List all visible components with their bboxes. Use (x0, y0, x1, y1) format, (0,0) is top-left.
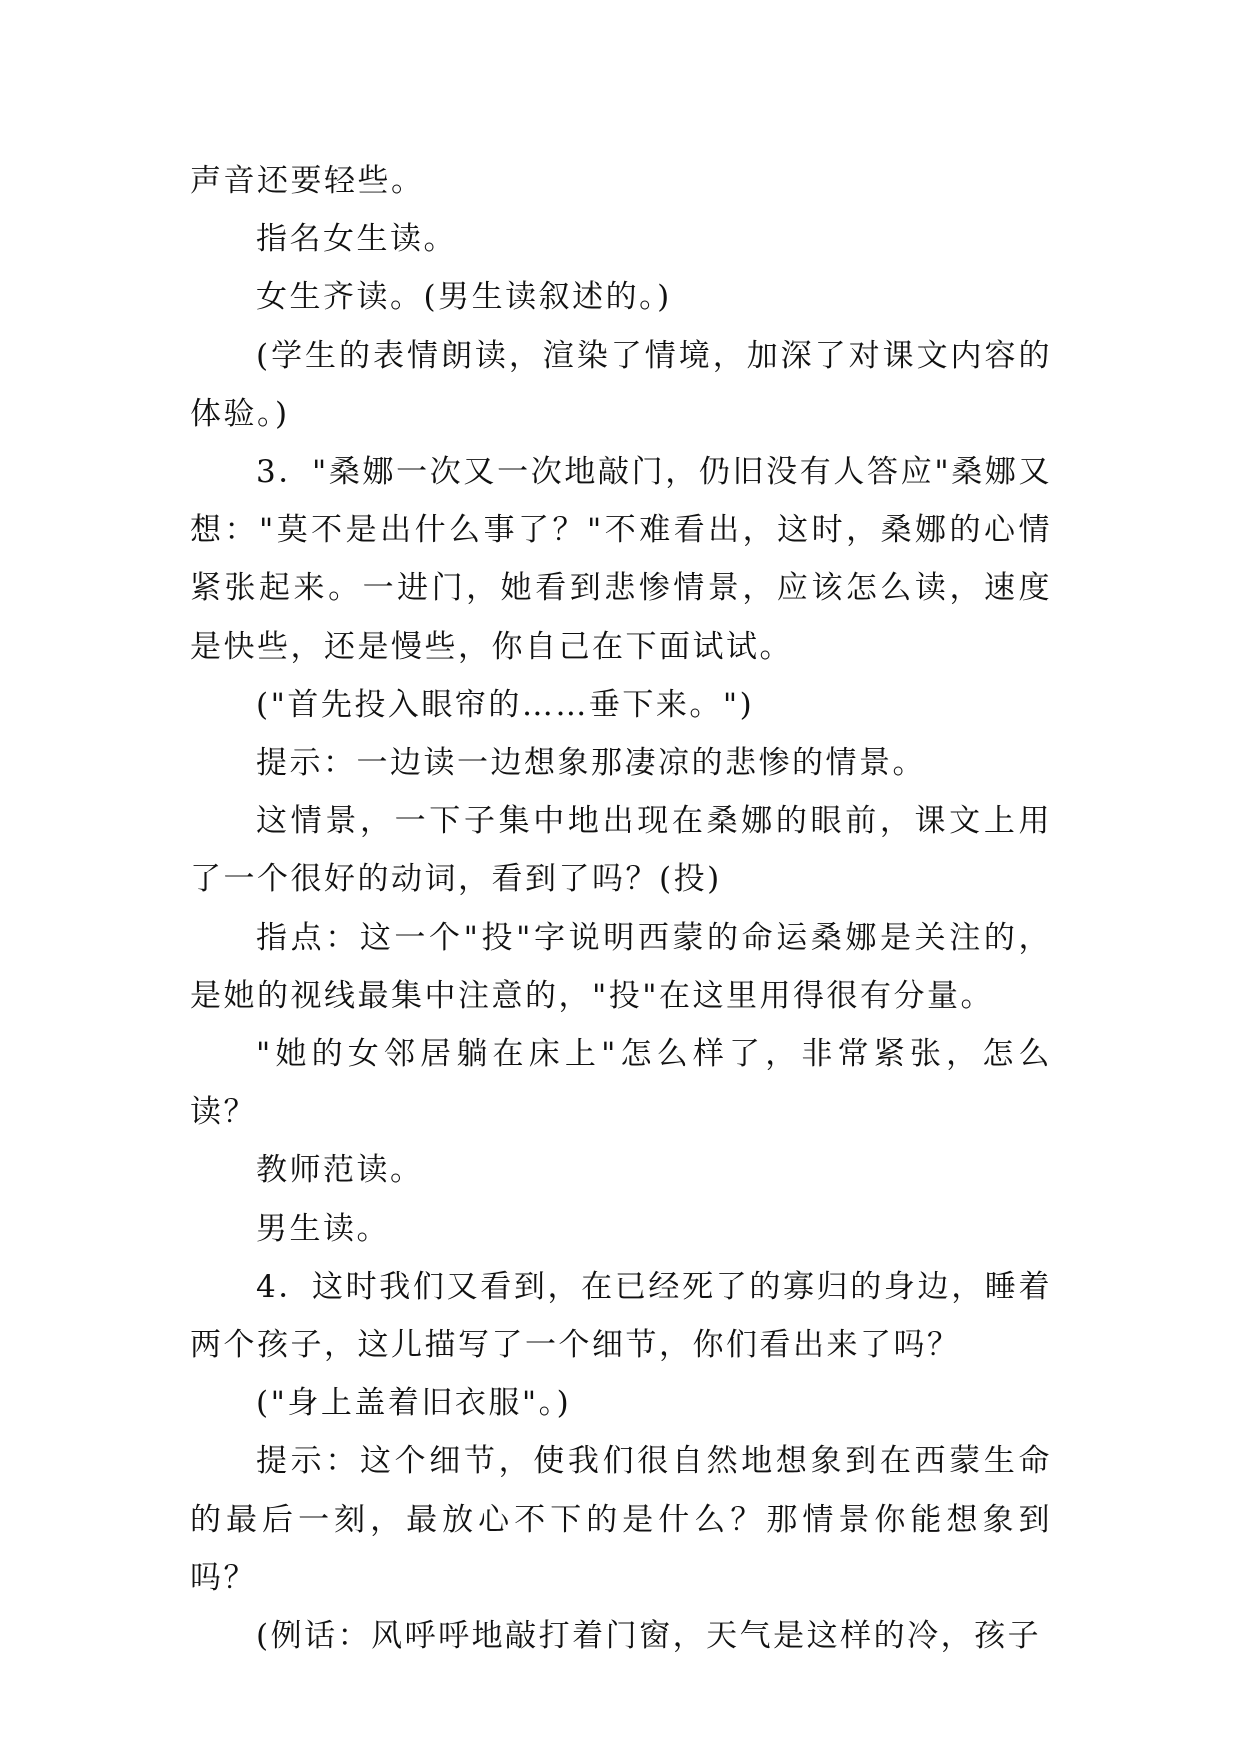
paragraph: 教师范读。 (256, 1152, 424, 1189)
paragraph: 提示：这个细节，使我们很自然地想象到在西蒙生命的最后一刻，最放心不下的是什么？那情景你能想象到吗？ (190, 1443, 1052, 1596)
paragraph: ("首先投入眼帘的……垂下来。") (256, 686, 755, 723)
paragraph: (例话：风呼呼地敲打着门窗，天气是这样的冷，孩子 (256, 1618, 1042, 1655)
paragraph: 指点：这一个"投"字说明西蒙的命运桑娜是关注的，是她的视线最集中注意的，"投"在这里用得很有分量。 (190, 919, 1052, 1014)
paragraph: 这情景，一下子集中地出现在桑娜的眼前，课文上用了一个很好的动词，看到了吗？(投) (190, 803, 1052, 898)
paragraph: 提示：一边读一边想象那凄凉的悲惨的情景。 (256, 745, 926, 782)
document-page (190, 152, 1052, 1665)
paragraph: "她的女邻居躺在床上"怎么样了，非常紧张，怎么读？ (190, 1036, 1052, 1131)
paragraph-continuation: 声音还要轻些。 (190, 163, 425, 199)
paragraph: 女生齐读。(男生读叙述的。) (256, 279, 672, 316)
paragraph: 4．这时我们又看到，在已经死了的寡归的身边，睡着两个孩子，这儿描写了一个细节，你们看出来了吗？ (190, 1268, 1052, 1364)
paragraph: (学生的表情朗读，渲染了情境，加深了对课文内容的体验。) (190, 337, 1052, 432)
paragraph: 3．"桑娜一次又一次地敲门，仍旧没有人答应"桑娜又想："莫不是出什么事了？"不难看出，这时，桑娜的心情紧张起来。一进门，她看到悲惨情景，应该怎么读，速度是快些，还是慢些，你自己在下面试试。 (190, 454, 1052, 665)
paragraph: 男生读。 (256, 1210, 390, 1247)
paragraph: 指名女生读。 (256, 221, 457, 258)
paragraph: ("身上盖着旧衣服"。) (256, 1385, 572, 1422)
